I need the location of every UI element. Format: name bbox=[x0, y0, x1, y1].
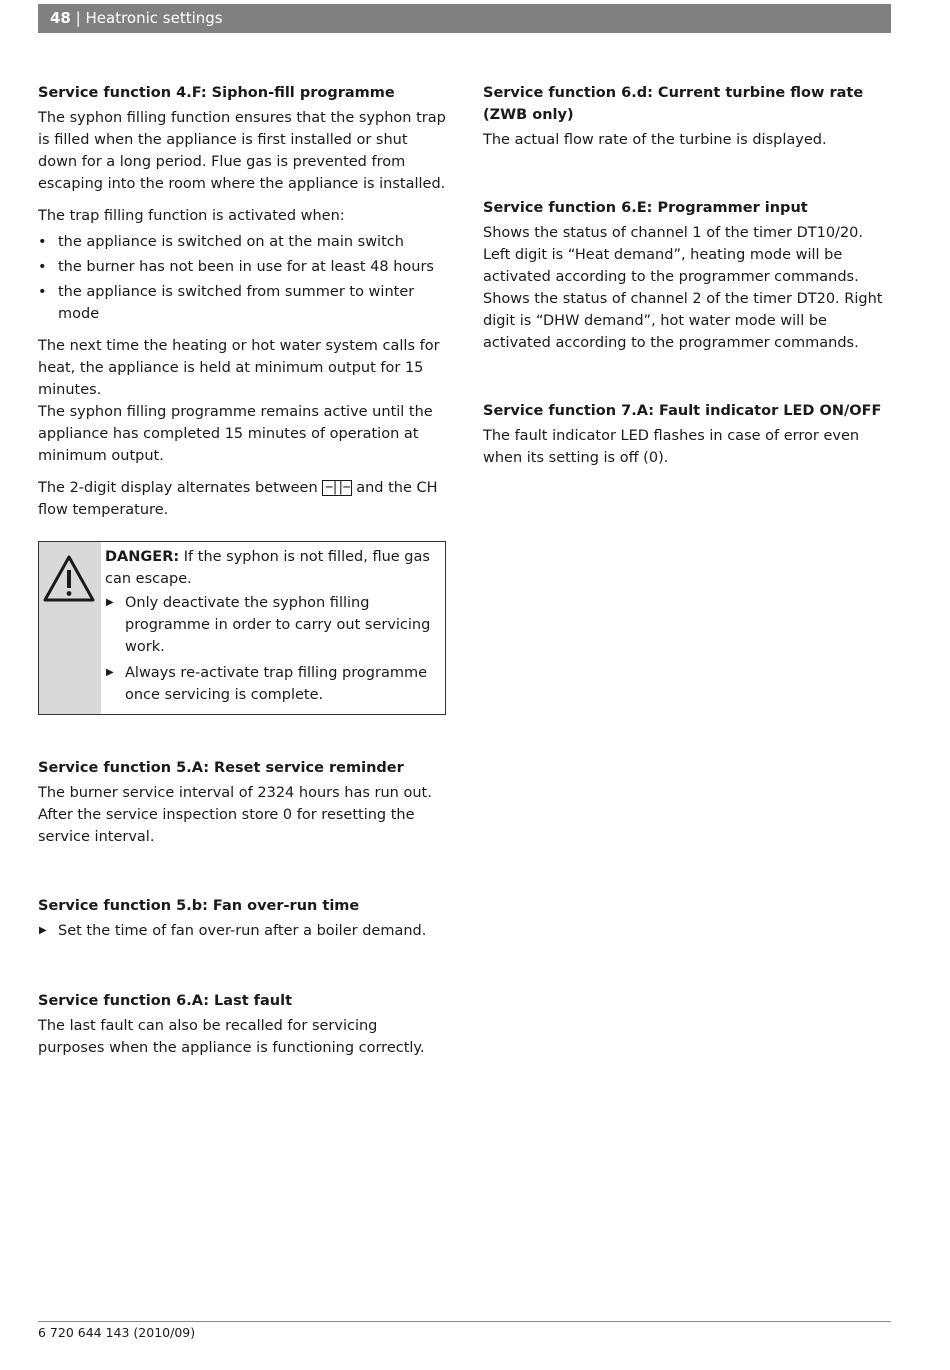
footer-divider bbox=[38, 1321, 891, 1322]
sf4f-para3a: The next time the heating or hot water system calls for heat, the appliance is held at minimum output for 15 minutes. bbox=[38, 338, 440, 398]
sf6a-section bbox=[38, 990, 458, 1069]
danger-notice bbox=[38, 541, 446, 715]
sf4f-para4: The 2-digit display alternates between −||− and the CH flow temperature. bbox=[38, 480, 438, 518]
page-number: 48 bbox=[50, 9, 71, 27]
list-item: ▶ Set the time of fan over-run after a boiler demand. bbox=[38, 920, 466, 942]
sf5a-section bbox=[38, 757, 458, 858]
list-item: ▶ Only deactivate the syphon filling programme in order to carry out servicing work. bbox=[105, 592, 441, 658]
bullet-icon: • bbox=[38, 234, 47, 250]
document-number: 6 720 644 143 (2010/09) bbox=[38, 1325, 196, 1340]
danger-statement: DANGER: If the syphon is not filled, flue gas can escape. bbox=[105, 549, 430, 587]
sf6a-text: The last fault can also be recalled for servicing purposes when the appliance is functioning correctly. bbox=[38, 1018, 425, 1056]
list-item: • the appliance is switched from summer to winter mode bbox=[38, 281, 446, 325]
sf4f-bullet-list bbox=[38, 231, 446, 325]
arrow-bullet-icon: ▶ bbox=[39, 925, 47, 936]
header-section-title: Heatronic settings bbox=[85, 9, 223, 27]
warning-triangle-icon bbox=[42, 554, 96, 604]
list-item: • the burner has not been in use for at least 48 hours bbox=[38, 256, 446, 278]
header-separator: | bbox=[75, 9, 81, 27]
arrow-bullet-icon: ▶ bbox=[106, 667, 114, 678]
sf6e-text: Shows the status of channel 1 of the timer DT10/20. Left digit is “Heat demand”, heating mode will be activated according to the programmer commands. Shows the status of channel 2 of the timer DT20. Right digit is “DHW demand”, hot water mode will be activated according to the programmer commands. bbox=[483, 225, 883, 351]
sf5a-heading: Service function 5.A: Reset service reminder bbox=[38, 760, 404, 776]
sf5b-section bbox=[38, 895, 458, 946]
arrow-bullet-icon: ▶ bbox=[106, 597, 114, 608]
sf6a-heading: Service function 6.A: Last fault bbox=[38, 993, 292, 1009]
sf4f-para3b: The syphon filling programme remains active until the appliance has completed 15 minutes of operation at minimum output. bbox=[38, 404, 433, 464]
list-item: • the appliance is switched on at the main switch bbox=[38, 231, 446, 253]
left-column bbox=[38, 82, 446, 531]
sf6d-text: The actual flow rate of the turbine is displayed. bbox=[483, 132, 827, 148]
sf7a-text: The fault indicator LED flashes in case of error even when its setting is off (0). bbox=[483, 428, 860, 466]
bullet-icon: • bbox=[38, 259, 47, 275]
sf7a-heading: Service function 7.A: Fault indicator LED ON/OFF bbox=[483, 403, 882, 419]
sf5b-heading: Service function 5.b: Fan over-run time bbox=[38, 898, 360, 914]
segment-display-symbol: −||− bbox=[322, 480, 351, 496]
danger-label: DANGER: bbox=[105, 549, 180, 565]
sf4f-para1: The syphon filling function ensures that the syphon trap is filled when the appliance is first installed or shut down for a long period. Flue gas is prevented from escaping into the room where the appliance is installed. bbox=[38, 110, 446, 192]
danger-content bbox=[105, 546, 441, 710]
sf5a-text: The burner service interval of 2324 hours has run out. After the service inspection store 0 for resetting the service interval. bbox=[38, 785, 432, 845]
sf6d-heading: Service function 6.d: Current turbine flow rate (ZWB only) bbox=[483, 85, 864, 123]
sf4f-para2: The trap filling function is activated when: bbox=[38, 208, 345, 224]
page-header bbox=[38, 4, 891, 33]
sf4f-heading: Service function 4.F: Siphon-fill programme bbox=[38, 85, 395, 101]
danger-sidebar bbox=[39, 542, 101, 714]
right-column bbox=[483, 82, 891, 479]
bullet-icon: • bbox=[38, 284, 47, 300]
list-item: ▶ Always re-activate trap filling programme once servicing is complete. bbox=[105, 662, 441, 706]
sf6e-heading: Service function 6.E: Programmer input bbox=[483, 200, 808, 216]
